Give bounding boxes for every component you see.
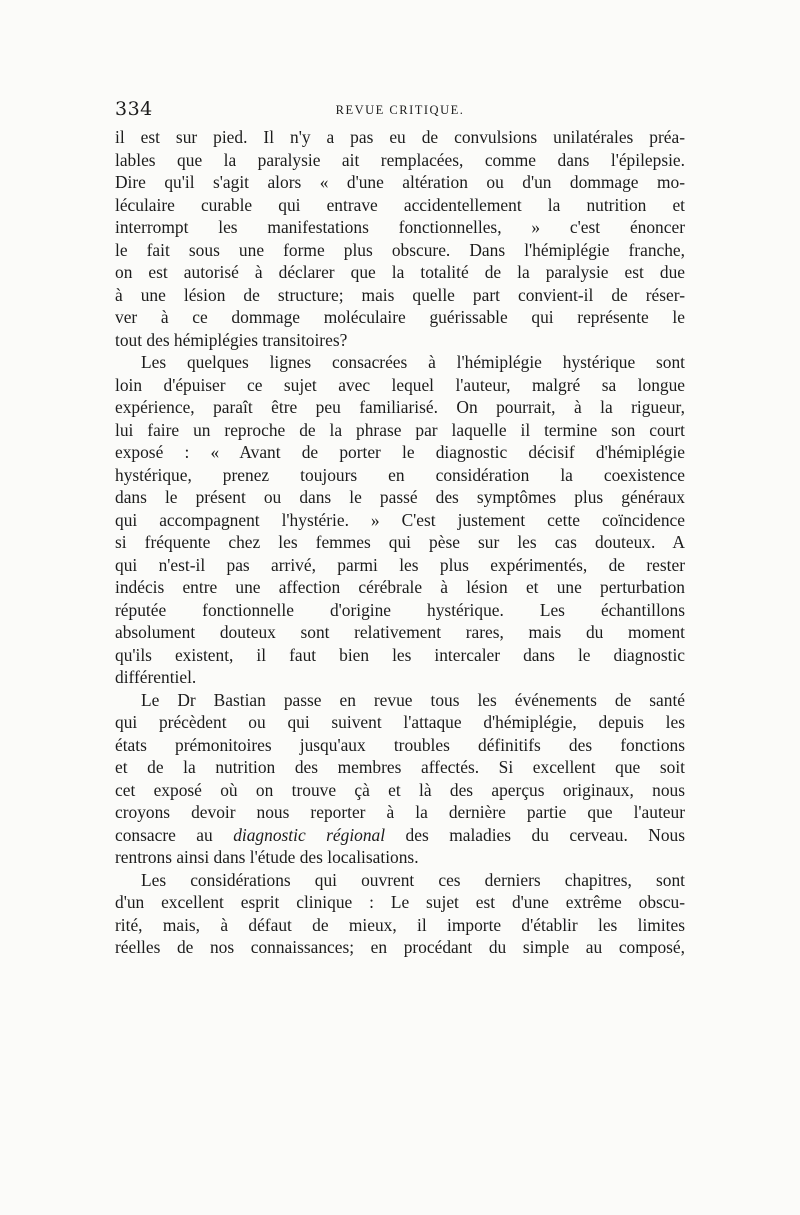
text-line: cet exposé où on trouve çà et là des aperçus originaux, nous (115, 779, 685, 800)
text-line: ver à ce dommage moléculaire guérissable qui représente le (115, 307, 685, 327)
text-line: qu'ils existent, il faut bien les intercaler dans le diagnostic (115, 644, 685, 665)
text-line: qui accompagnent l'hystérie. » C'est justement cette coïncidence (115, 509, 685, 530)
text-line: Le Dr Bastian passe en revue tous les événements de santé (141, 689, 685, 710)
text-line (115, 824, 685, 847)
text-line: à une lésion de structure; mais quelle part convient-il de réser- (115, 284, 685, 305)
text-line: le fait sous une forme plus obscure. Dans l'hémiplégie franche, (115, 239, 685, 260)
text-line: loin d'épuiser ce sujet avec lequel l'auteur, malgré sa longue (115, 374, 685, 395)
text-line: lui faire un reproche de la phrase par laquelle il termine son court (115, 419, 685, 440)
text-line: réelles de nos connaissances; en procédant du simple au composé, (115, 937, 685, 957)
text-line: tout des hémiplégies transitoires? (115, 329, 348, 350)
text-line: qui n'est-il pas arrivé, parmi les plus expérimentés, de rester (115, 554, 685, 575)
text-line: interrompt les manifestations fonctionnelles, » c'est énoncer (115, 217, 685, 237)
text-line: et de la nutrition des membres affectés. Si excellent que soit (115, 757, 685, 777)
text-line: absolument douteux sont relativement rares, mais du moment (115, 622, 685, 642)
text-line: Dire qu'il s'agit alors « d'une altération ou d'un dommage mo- (115, 172, 685, 192)
text-line: il est sur pied. Il n'y a pas eu de convulsions unilatérales préa- (115, 127, 685, 147)
text-line: léculaire curable qui entrave accidentellement la nutrition et (115, 194, 685, 215)
text-line: rentrons ainsi dans l'étude des localisations. (115, 847, 419, 867)
text-line: Les considérations qui ouvrent ces derniers chapitres, sont (141, 869, 685, 890)
running-head: REVUE CRITIQUE. (335, 103, 465, 117)
text-line: expérience, paraît être peu familiarisé. On pourrait, à la rigueur, (115, 397, 685, 417)
text-line: qui précèdent ou qui suivent l'attaque d'hémiplégie, depuis les (115, 712, 685, 732)
text-segment: des maladies du cerveau. Nous (385, 824, 685, 845)
text-line: croyons devoir nous reporter à la dernière partie que l'auteur (115, 802, 685, 822)
text-line: états prémonitoires jusqu'aux troubles définitifs des fonctions (115, 734, 685, 755)
text-line: hystérique, prenez toujours en considération la coexistence (115, 464, 685, 485)
text-line: si fréquente chez les femmes qui pèse sur les cas douteux. A (115, 532, 685, 552)
page-number: 334 (115, 98, 153, 120)
text-line: rité, mais, à défaut de mieux, il importe d'établir les limites (115, 914, 685, 935)
text-line: Les quelques lignes consacrées à l'hémiplégie hystérique sont (141, 352, 685, 372)
text-line: on est autorisé à déclarer que la totalité de la paralysie est due (115, 262, 685, 282)
italic-term: diagnostic régional (233, 824, 386, 845)
text-line: différentiel. (115, 667, 197, 687)
text-line: dans le présent ou dans le passé des symptômes plus généraux (115, 487, 685, 507)
text-line: indécis entre une affection cérébrale à lésion et une perturbation (115, 577, 685, 597)
page-header (115, 98, 685, 122)
text-line: d'un excellent esprit clinique : Le sujet est d'une extrême obscu- (115, 892, 685, 912)
text-segment: consacre au (115, 824, 234, 845)
text-line: réputée fonctionnelle d'origine hystérique. Les échantillons (115, 599, 685, 620)
text-line: lables que la paralysie ait remplacées, comme dans l'épilepsie. (115, 149, 685, 170)
body-text (115, 126, 685, 959)
text-line: exposé : « Avant de porter le diagnostic décisif d'hémiplégie (115, 442, 685, 462)
